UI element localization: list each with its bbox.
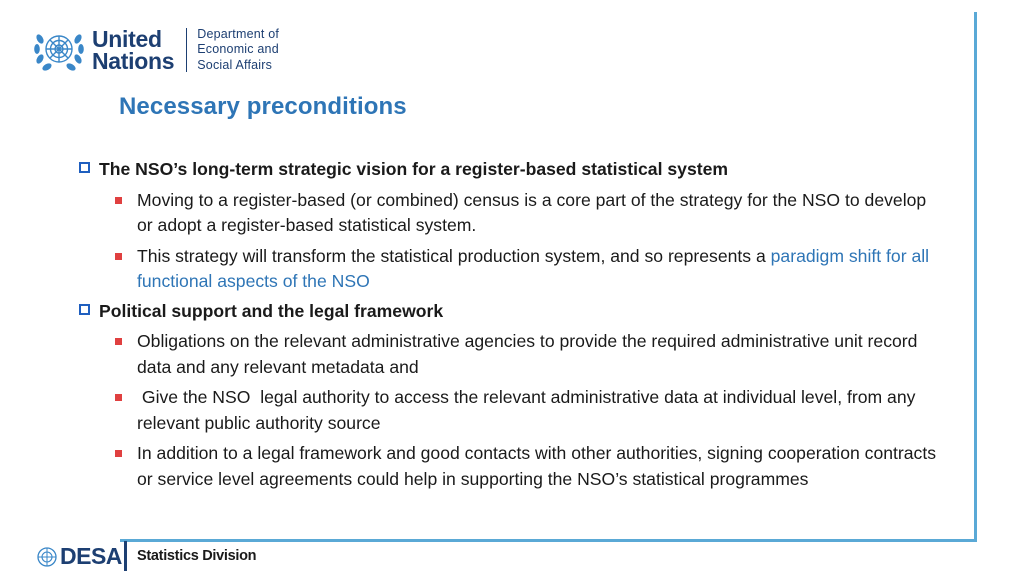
strategic-vision-list [78, 188, 938, 295]
square-bullet-icon [115, 197, 122, 204]
footer-divider [124, 541, 127, 571]
department-line2: Economic and [197, 42, 279, 57]
section-heading-text: The NSO’s long-term strategic vision for a register-based statistical system [99, 159, 729, 179]
square-bullet-icon [115, 450, 122, 457]
square-bullet-icon [115, 253, 122, 260]
department-name [197, 27, 279, 74]
statistics-division-label: Statistics Division [137, 548, 257, 564]
frame-line-right [974, 12, 977, 542]
list-item-text: This strategy will transform the statistical production system, and so represents a [137, 245, 771, 266]
list-item-text: In addition to a legal framework and good contacts with other authorities, signing cooperation contracts or service level agreements could help in supporting the NSO’s statistical programmes [137, 443, 937, 489]
un-wordmark [92, 28, 174, 72]
checkbox-bullet-icon [79, 162, 90, 173]
highlighted-text: paradigm shift for all functional aspects of the NSO [137, 245, 930, 291]
slide-content [78, 157, 938, 492]
list-item [78, 188, 938, 239]
checkbox-bullet-icon [79, 304, 90, 315]
un-desa-logo [32, 24, 279, 76]
logo-divider [186, 28, 187, 72]
department-line3: Social Affairs [197, 57, 273, 72]
list-item-text: Moving to a register-based (or combined) census is a core part of the strategy for the NSO to develop or adopt a register-based statistical system. [137, 189, 927, 235]
section-heading-text: Political support and the legal framework [99, 300, 444, 321]
square-bullet-icon [115, 394, 122, 401]
un-wordmark-line1: United [92, 26, 162, 52]
desa-wordmark: DESA [60, 543, 122, 569]
un-wordmark-line2: Nations [92, 48, 175, 74]
section-heading-legal-framework [78, 299, 938, 325]
list-item-text: Give the NSO legal authority to access the relevant administrative data at individual level, from any relevant public authority source [137, 387, 921, 433]
un-emblem-small-icon [36, 546, 58, 568]
slide-title: Necessary preconditions [119, 93, 407, 120]
legal-framework-list [78, 329, 938, 492]
list-item [78, 385, 938, 436]
frame-line-bottom [120, 539, 977, 542]
list-item-text: Obligations on the relevant administrative agencies to provide the required administrative unit record data and any relevant metadata and [137, 331, 918, 377]
section-heading-strategic-vision [78, 157, 938, 183]
square-bullet-icon [115, 338, 122, 345]
list-item [78, 244, 938, 295]
list-item [78, 441, 938, 492]
un-emblem-icon [32, 25, 86, 75]
list-item [78, 329, 938, 380]
department-line1: Department of [197, 26, 280, 41]
